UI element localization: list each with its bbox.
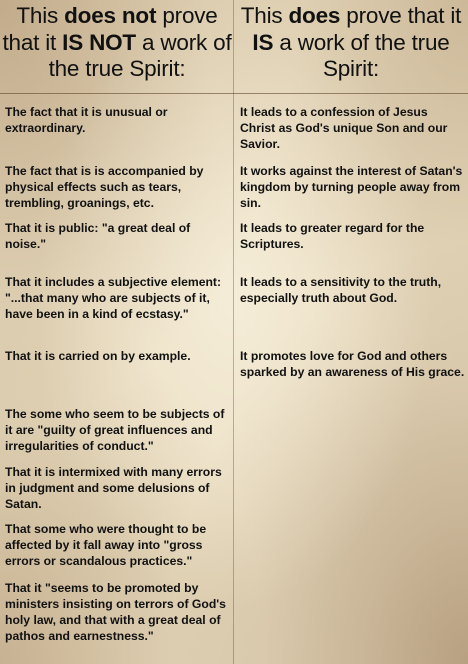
- left-list-item: That some who were thought to be affected by it fall away into "gross errors or scandalous practices.": [5, 522, 207, 568]
- column-divider: [233, 0, 234, 664]
- table-header: [0, 0, 468, 92]
- left-list-item: That it "seems to be promoted by ministers insisting on terrors of God's holy law, and that with a great deal of pathos and earnestness.": [5, 581, 226, 643]
- left-list-item: That it includes a subjective element: "...that many who are subjects of it, have been in a kind of ecstasy.": [5, 275, 222, 321]
- left-list-item: That it is intermixed with many errors in judgment and some delusions of Satan.: [5, 465, 222, 511]
- header-left-text: This: [16, 3, 65, 28]
- header-divider: [0, 93, 468, 94]
- header-right-text: a work of the true Spirit:: [273, 29, 450, 82]
- right-list-item: It leads to a confession of Jesus Christ as God's unique Son and our Savior.: [240, 105, 448, 151]
- left-list-item: The fact that is is accompanied by physical effects such as tears, trembling, groanings, etc.: [5, 164, 204, 210]
- header-right-emphasis: does: [288, 3, 341, 28]
- header-right-text: prove that it: [340, 3, 462, 28]
- header-left: [0, 0, 234, 92]
- header-left-emphasis: IS NOT: [62, 29, 136, 55]
- right-list-item: It promotes love for God and others sparked by an awareness of His grace.: [240, 349, 465, 379]
- header-right: [234, 0, 468, 92]
- left-list-item: That it is carried on by example.: [5, 349, 191, 363]
- header-right-text: This: [240, 3, 289, 28]
- right-list-item: It leads to a sensitivity to the truth, especially truth about God.: [240, 275, 442, 305]
- header-left-text: a work of the true Spirit:: [48, 29, 232, 82]
- header-left-text: prove that it: [2, 3, 218, 55]
- left-list-item: The fact that it is unusual or extraordinary.: [5, 105, 168, 135]
- left-list-item: The some who seem to be subjects of it are "guilty of great influences and irregularities of conduct.": [5, 407, 225, 453]
- header-right-emphasis: IS: [252, 29, 274, 55]
- right-list-item: It leads to greater regard for the Scriptures.: [240, 221, 425, 251]
- left-list-item: That it is public: "a great deal of noise.": [5, 221, 191, 251]
- right-list-item: It works against the interest of Satan's kingdom by turning people away from sin.: [240, 164, 463, 210]
- header-left-emphasis: does not: [64, 3, 157, 28]
